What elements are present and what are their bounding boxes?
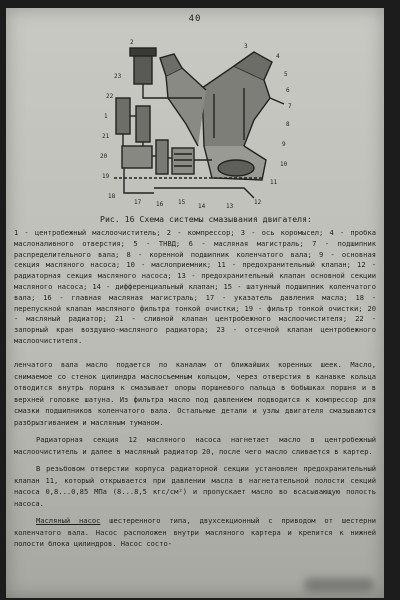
- paragraph: ленчатого вала масло подается по каналам от ближайших коренных шеек. Масло, снимаемое со стенок цилиндра маслосъемным кольцом, через отверстия в канавке кольца отводится внутрь поршня к смазывает опоры поршневого пальца в бобышках поршня и в верхней головке шатуна. Из фильтра масло под давлением подводится к компрессор для смазки подшипников коленчатого вала. Остальные детали и узлы двигателя смазываются разбрызгиванием и масляным туманом.: [14, 360, 376, 427]
- figure-label: 2: [130, 39, 134, 46]
- figure-label: 19: [102, 173, 110, 180]
- body-text: [14, 359, 376, 556]
- figure-label: 15: [178, 199, 186, 206]
- figure-label: 17: [134, 199, 142, 206]
- figure-label: 18: [108, 193, 116, 200]
- figure-label: 14: [198, 203, 206, 210]
- figure-label: 3: [244, 43, 248, 50]
- figure-label: 23: [114, 73, 122, 80]
- document-page: [6, 8, 384, 598]
- figure-label: 9: [282, 141, 286, 148]
- lubrication-system-diagram: [94, 28, 304, 213]
- figure-caption: Рис. 16 Схема системы смазывания двигателя:: [100, 214, 312, 224]
- figure-label: 12: [254, 199, 262, 206]
- underlined-term: Масляный насос: [36, 516, 101, 525]
- figure-label: 16: [156, 201, 164, 208]
- figure-label: 22: [106, 93, 114, 100]
- paragraph: Радиаторная секция 12 масляного насоса нагнетает масло в центробежный маслоочиститель и далее в масляный радиатор 20, после чего масло сливается в картер.: [14, 435, 376, 456]
- legend-text: 1 - центробежный маслоочиститель; 2 - компрессор; 3 - ось коромысел; 4 - пробка маслоналивного отверстия; 5 - ТНВД; 6 - масляная магистраль; 7 - подшипник распределительного вала; 8 - коренной подшипник коленчатого вала; 9 - основная секция масляного насоса; 10 - маслоприемник; 11 - предохранительный клапан; 12 - радиаторная секция масляного насоса; 13 - предохранительный клапан основной секции масляного насоса; 14 - дифференциальный клапан; 15 - шатунный подшипник коленчатого вала; 16 - главная масляная магистраль; 17 - указатель давления масла; 18 - перепускной клапан масляного фильтра тонкой очистки; 19 - фильтр тонкой очистки; 20 - масляный радиатор; 21 - сливной клапан центробежного маслоочистителя; 22 - запорный кран воздушно-масляного радиатора; 23 - отсечной клапан центробежного маслоочистителя.: [14, 228, 376, 345]
- figure-label: 13: [226, 203, 234, 210]
- page-number: 40: [188, 14, 202, 24]
- paragraph: В резьбовом отверстии корпуса радиаторной секции установлен предохранительный клапан 11, который открывается при давлении масла в нагнетательной полости секций насоса 0,8...0,85 МПа (8...8,5 кгс/см²) и пропускает масло во всасывающую полость насоса.: [14, 464, 376, 508]
- scan-smudge: [304, 578, 374, 592]
- figure-label: 10: [280, 161, 288, 168]
- paragraph-rest: шестеренного типа, двухсекционный с приводом от шестерни коленчатого вала. Насос расположен внутри масляного картера и крепится к нижней полости блока цилиндров. Насос состо-: [14, 516, 376, 548]
- figure-label: 20: [100, 153, 108, 160]
- figure-label: 4: [276, 53, 280, 60]
- figure-label: 6: [286, 87, 290, 94]
- figure-label: 1: [104, 113, 108, 120]
- figure-label: 5: [284, 71, 288, 78]
- figure-label: 21: [102, 133, 110, 140]
- figure-label: 8: [286, 121, 290, 128]
- figure-label: 7: [288, 103, 292, 110]
- paragraph: [14, 515, 376, 550]
- figure-legend: [14, 228, 376, 347]
- figure-label: 11: [270, 179, 278, 186]
